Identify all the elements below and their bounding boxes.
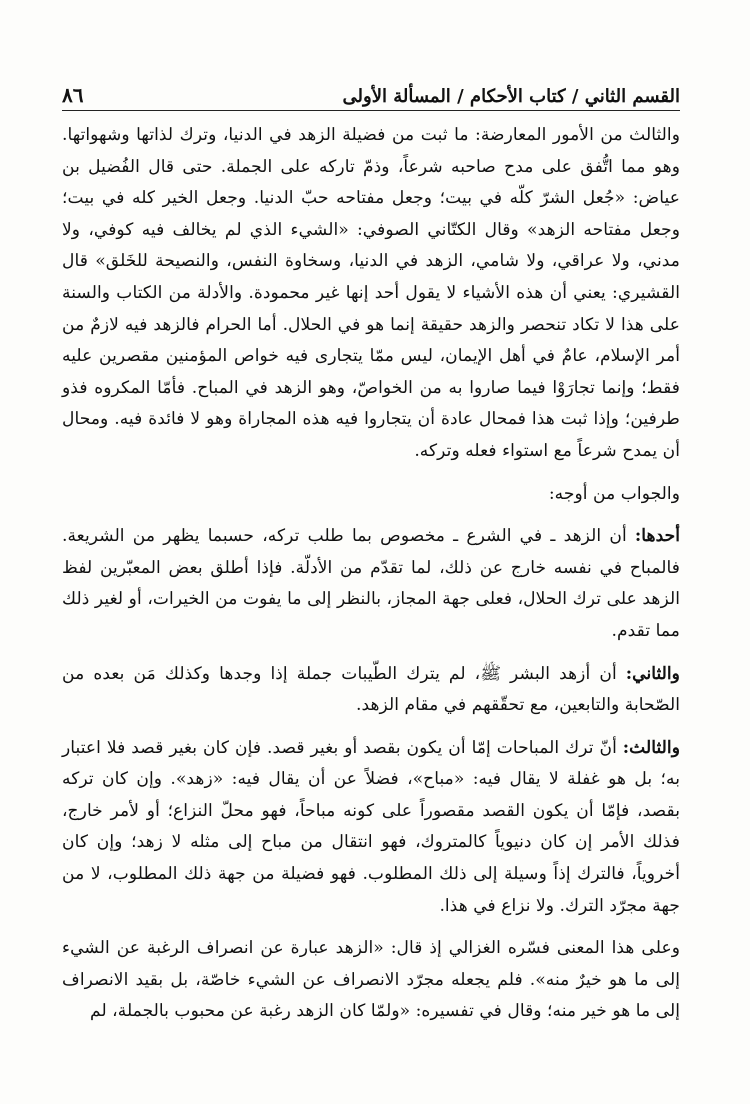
- paragraph-text: والجواب من أوجه:: [548, 483, 680, 504]
- paragraph-third-answer: [62, 733, 680, 923]
- paragraph-text: والثالث من الأمور المعارضة: ما ثبت من فضيلة الزهد في الدنيا، وترك لذاتها وشهواتها. وهو مما اتُّفق على مدح صاحبه شرعاً، وذمّ تاركه على الجملة. حتى قال الفُضيل بن عياض: «جُعل الشرّ كلّه في بيت؛ وجعل مفتاحه حبّ الدنيا. وجعل الخير كله في بيت؛ وجعل مفتاحه الزهد» وقال الكتّاني الصوفي: «الشيء الذي لم يخالف فيه كوفي، ولا مدني، ولا عراقي، ولا شامي، الزهد في الدنيا، وسخاوة النفس، والنصيحة للخَلق» قال القشيري: يعني أن هذه الأشياء لا يقول أحد إنها غير محمودة. والأدلة من الكتاب والسنة على هذا لا تكاد تنحصر والزهد حقيقة إنما هو في الحلال. أما الحرام فالزهد فيه لازمٌ من أمر الإسلام، عامٌ في أهل الإيمان، ليس ممّا يتجارى فيه خواص المؤمنين مقصرين عليه فقط؛ وإنما تجارَوْا فيما صاروا به من الخواصّ، وهو الزهد في المباح. فأمّا المكروه فذو طرفين؛ وإذا ثبت هذا فمحال عادة أن يتجاروا فيه هذه المجاراة وهو لا فائدة فيه. ومحال أن يمدح شرعاً مع استواء فعله وتركه.: [62, 125, 680, 461]
- paragraph-answer-intro: [62, 479, 680, 511]
- paragraph-text: أن أزهد البشر ﷺ، لم يترك الطّيبات جملة إذا وجدها وكذلك مَن بعده من الصّحابة والتابعين، مع تحقّقهم في مقام الزهد.: [62, 663, 680, 716]
- paragraph-lead: والثاني:: [625, 663, 680, 684]
- paragraph-text: أن الزهد ـ في الشرع ـ مخصوص بما طلب تركه، حسبما يظهر من الشريعة. فالمباح في نفسه خارج عن ذلك، لما تقدّم من الأدلّة. فإذا أطلق بعض المعبّرين لفظ الزهد على ترك الحلال، فعلى جهة المجاز، بالنظر إلى ما يفوت من الخيرات، أو لغير ذلك مما تقدم.: [62, 526, 680, 641]
- paragraph-lead: والثالث:: [622, 737, 680, 758]
- running-title: القسم الثاني / كتاب الأحكام / المسألة الأولى: [342, 86, 680, 107]
- page-body: [62, 120, 680, 1028]
- paragraph-text: أنّ ترك المباحات إمّا أن يكون بقصد أو بغير قصد. فإن كان بغير قصد فلا اعتبار به؛ بل هو غفلة لا يقال فيه: «مباح»، فضلاً عن أن يقال فيه: «زهد». وإن كان تركه بقصد، فإمّا أن يكون القصد مقصوراً على كونه مباحاً، فهو محلّ النزاع؛ أو لأمر خارج، فذلك الأمر إن كان دنيوياً كالمتروك، فهو انتقال من مباح إلى مثله لا زهد؛ وإن كان أخروياً، فالترك إذاً وسيلة إلى ذلك المطلوب. فهو فضيلة من جهة ذلك المطلوب، لا من جهة مجرّد الترك. ولا نزاع في هذا.: [62, 737, 680, 916]
- paragraph-third-objection: [62, 120, 680, 468]
- paragraph-ghazali-definition: [62, 933, 680, 1028]
- page-number: ٨٦: [62, 83, 84, 107]
- paragraph-second-answer: [62, 659, 680, 722]
- paragraph-text: وعلى هذا المعنى فسّره الغزالي إذ قال: «الزهد عبارة عن انصراف الرغبة عن الشيء إلى ما هو خيرٌ منه». فلم يجعله مجرّد الانصراف عن الشيء خاصّة، بل بقيد الانصراف إلى ما هو خير منه؛ وقال في تفسيره: «ولمّا كان الزهد رغبة عن محبوب بالجملة، لم: [62, 938, 680, 1022]
- paragraph-lead: أحدها:: [634, 526, 680, 547]
- page-header: [62, 78, 680, 111]
- paragraph-first-answer: [62, 521, 680, 647]
